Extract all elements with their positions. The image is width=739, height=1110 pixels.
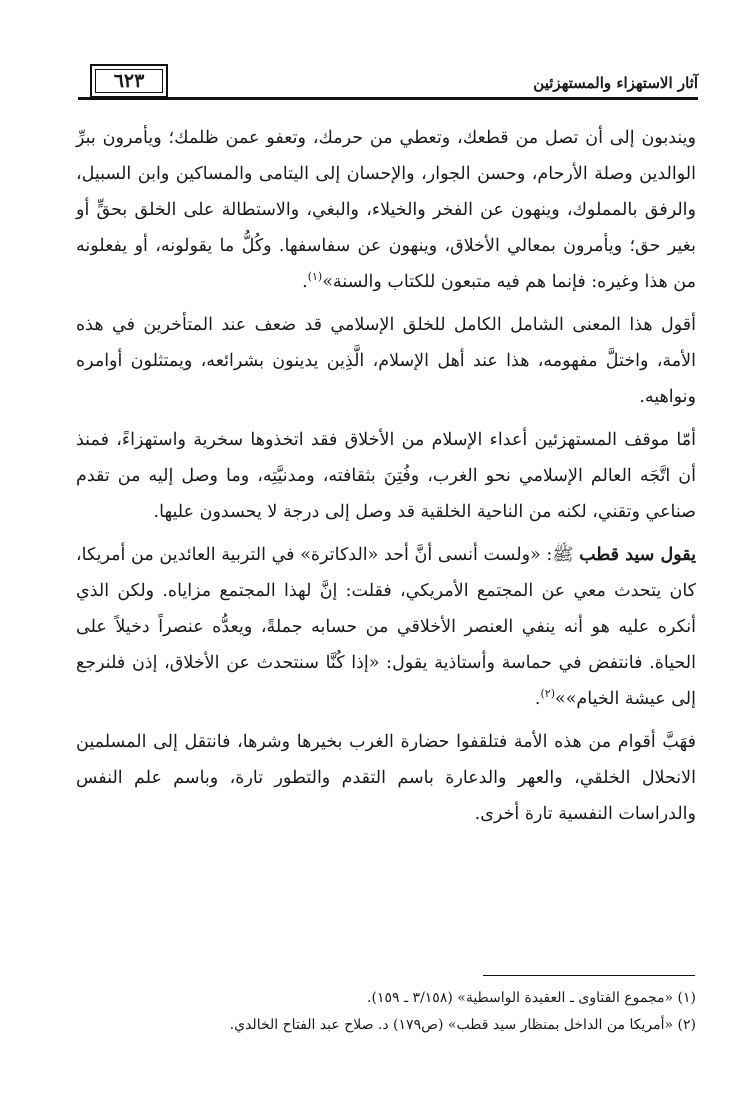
page-number-frame <box>90 64 168 98</box>
page-number: ٦٢٣ <box>95 69 163 93</box>
header-rule <box>78 97 698 100</box>
main-text <box>76 120 696 839</box>
paragraph-2-text: أقول هذا المعنى الشامل الكامل للخلق الإسلامي قد ضعف عند المتأخرين في هذه الأمة، واختلَّ مفهومه، هذا عند أهل الإسلام، الَّذِين يدينون بشرائعه، ويمتثلون أوامره ونواهيه. <box>76 315 696 407</box>
running-title: آثار الاستهزاء والمستهزئين <box>533 74 698 92</box>
footnote-ref-1: (١) <box>307 270 323 284</box>
paragraph-1-end: . <box>302 272 308 292</box>
paragraph-1 <box>76 120 696 300</box>
footnote-2: (٢) «أمريكا من الداخل بمنظار سيد قطب» (ص١٧٩) د. صلاح عبد الفتاح الخالدي. <box>229 1017 696 1033</box>
footnote-separator <box>483 975 695 976</box>
quoted-speaker: يقول سيد قطب <box>579 545 697 565</box>
paragraph-2 <box>76 307 696 415</box>
paragraph-3 <box>76 422 696 530</box>
paragraph-3-text: أمّا موقف المستهزئين أعداء الإسلام من الأخلاق فقد اتخذوها سخرية واستهزاءً، فمنذ أن اتَّجَه العالم الإسلامي نحو الغرب، وفُتِنَ بثقافته، ومدنيَّتِه، وما وصل إليه من تقدم صناعي وتقني، لكنه من الناحية الخلقية قد وصل إلى درجة لا يحسدون عليها. <box>76 430 696 522</box>
paragraph-5-text: فهَبَّ أقوام من هذه الأمة فتلقفوا حضارة الغرب بخيرها وشرها، فانتقل إلى المسلمين الانحلال الخلقي، والعهر والدعارة باسم التقدم والتطور تارة، وباسم علم النفس والدراسات النفسية تارة أخرى. <box>76 732 696 824</box>
paragraph-1-text: ويندبون إلى أن تصل من قطعك، وتعطي من حرمك، وتعفو عمن ظلمك؛ ويأمرون ببرِّ الوالدين وصلة الأرحام، وحسن الجوار، والإحسان إلى اليتامى والمساكين وابن السبيل، والرفق بالمملوك، وينهون عن الفخر والخيلاء، والبغي، والاستطالة على الخلق بحقٍّ أو بغير حق؛ ويأمرون بمعالي الأخلاق، وينهون عن سفاسفها. وكُلُّ ما يقولونه، أو يفعلونه من هذا وغيره: فإنما هم فيه متبعون للكتاب والسنة» <box>76 128 696 292</box>
footnote-1: (١) «مجموع الفتاوى ـ العقيدة الواسطية» (٣/١٥٨ ـ ١٥٩). <box>367 990 696 1006</box>
footnote-ref-2: (٢) <box>540 687 556 701</box>
paragraph-5 <box>76 724 696 832</box>
paragraph-4-text: ﷺ: «ولست أنسى أنَّ أحد «الدكاترة» في التربية العائدين من أمريكا، كان يتحدث معي عن المجتمع الأمريكي، فقلت: إنَّ لهذا المجتمع مزاياه. ولكن الذي أنكره عليه هو أنه ينفي العنصر الأخلاقي من حسابه جملةً، ويعدُّه عنصراً دخيلاً على الحياة. فانتفض في حماسة وأستاذية يقول: «إذا كُنَّا سنتحدث عن الأخلاق، إذن فلنرجع إلى عيشة الخيام»» <box>76 545 696 709</box>
footnotes <box>76 985 696 1039</box>
page-header <box>78 64 698 104</box>
paragraph-4 <box>76 537 696 717</box>
paragraph-4-end: . <box>534 689 541 709</box>
